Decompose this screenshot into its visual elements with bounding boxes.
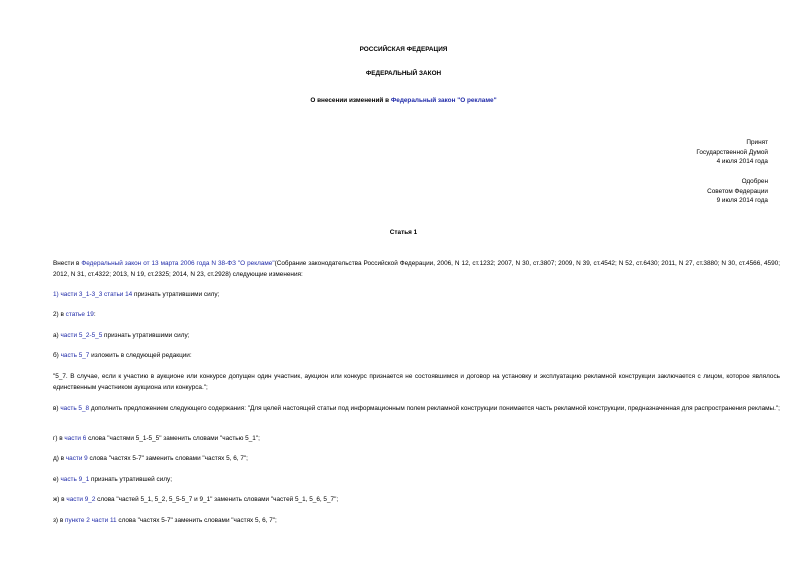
law-title — [0, 97, 807, 104]
item-zh-text: слова "частей 5_1, 5_2, 5_5-5_7 и 9_1" заменить словами "частей 5_1, 5_6, 5_7"; — [95, 496, 339, 503]
accepted-label: Принят — [746, 139, 768, 146]
item-2-num: 2) в — [53, 311, 66, 318]
item-2-text: : — [93, 311, 96, 318]
header-law-type: ФЕДЕРАЛЬНЫЙ ЗАКОН — [365, 70, 442, 77]
item-b-link[interactable]: часть 5_7 — [60, 352, 90, 359]
adoption-accepted — [696, 138, 768, 167]
item-d-text: слова "частях 5-7" заменить словами "частях 5, 6, 7"; — [87, 455, 248, 462]
item-d — [40, 453, 780, 464]
item-v-text: дополнить предложением следующего содержания: "Для целей настоящей статьи под информационным полем рекламной конструкции понимается часть рекламной конструкции, предназначенная для распространения рекламы."; — [89, 405, 780, 412]
item-g-link[interactable]: части 6 — [64, 435, 87, 442]
law-title-link[interactable]: Федеральный закон "О рекламе" — [390, 97, 497, 104]
approved-label: Одобрен — [741, 178, 768, 185]
item-1-text: признать утратившими силу; — [132, 291, 220, 298]
item-e — [40, 474, 780, 485]
item-v-num: в) — [53, 405, 61, 412]
intro-prefix: Внести в — [53, 260, 82, 267]
law-title-text: О внесении изменений в — [310, 97, 391, 104]
intro-law-link[interactable]: Федеральный закон от 13 марта 2006 года N 38-ФЗ "О рекламе" — [81, 260, 275, 267]
item-b-text: изложить в следующей редакции: — [89, 352, 192, 359]
item-zh-num: ж) в — [53, 496, 67, 503]
item-zh — [40, 494, 780, 505]
item-b-quote: "5_7. В случае, если к участию в аукционе или конкурсе допущен один участник, аукцион или конкурс признается не состоявшимся и договор на установку и эксплуатацию рекламной конструкции заключается с лицом, которое являлось единственным участником аукциона или конкурса."; — [53, 373, 780, 391]
item-d-link[interactable]: части 9 — [65, 455, 88, 462]
item-v-link[interactable]: часть 5_8 — [60, 405, 90, 412]
item-a-link[interactable]: части 5_2-5_5 — [60, 332, 103, 339]
item-b — [40, 350, 780, 361]
intro-rest: (Собрание законодательства Российской Федерации, 2006, N 12, ст.1232; 2007, N 30, ст.3807; 2009, N 39, ст.4542; N 52, ст.6430; 2011, N 27, ст.3880; N 30, ст.4566, 4590; 2012, N 31, ст.4322; 2013, N 19, ст.2325; 2014, N 23, ст.2928) следующие изменения: — [53, 260, 780, 278]
item-1 — [40, 289, 780, 300]
item-z-link-point[interactable]: пункте 2 — [65, 517, 90, 524]
approved-date: 9 июля 2014 года — [716, 197, 768, 204]
accepted-date: 4 июля 2014 года — [716, 158, 768, 165]
approved-body: Советом Федерации — [707, 187, 768, 195]
item-g-text: слова "частями 5_1-5_5" заменить словами "частью 5_1"; — [86, 435, 260, 442]
item-a — [40, 330, 780, 341]
item-e-num: е) — [53, 476, 61, 483]
item-z-link-part[interactable]: части 11 — [91, 517, 117, 524]
item-a-text: признать утратившими силу; — [102, 332, 190, 339]
item-1-link[interactable]: части 3_1-3_3 статьи 14 — [60, 291, 133, 298]
item-z-num: з) в — [53, 517, 66, 524]
article-intro — [40, 258, 780, 280]
item-b-num: б) — [53, 352, 61, 359]
item-v — [40, 403, 780, 414]
adoption-approved — [707, 177, 768, 206]
item-2 — [40, 309, 780, 320]
item-1-num: 1) — [53, 291, 61, 298]
item-g — [40, 433, 780, 444]
item-a-num: а) — [53, 332, 61, 339]
item-d-num: д) в — [53, 455, 66, 462]
item-z-text: слова "частях 5-7" заменить словами "частях 5, 6, 7"; — [116, 517, 277, 524]
article-heading: Статья 1 — [389, 229, 418, 236]
item-zh-link[interactable]: части 9_2 — [66, 496, 96, 503]
header-country: РОССИЙСКАЯ ФЕДЕРАЦИЯ — [359, 46, 448, 53]
item-2-link[interactable]: статье 19 — [65, 311, 94, 318]
item-g-num: г) в — [53, 435, 65, 442]
item-z — [40, 515, 780, 526]
accepted-body: Государственной Думой — [696, 148, 768, 156]
item-e-link[interactable]: часть 9_1 — [60, 476, 90, 483]
item-e-text: признать утратившей силу; — [89, 476, 172, 483]
